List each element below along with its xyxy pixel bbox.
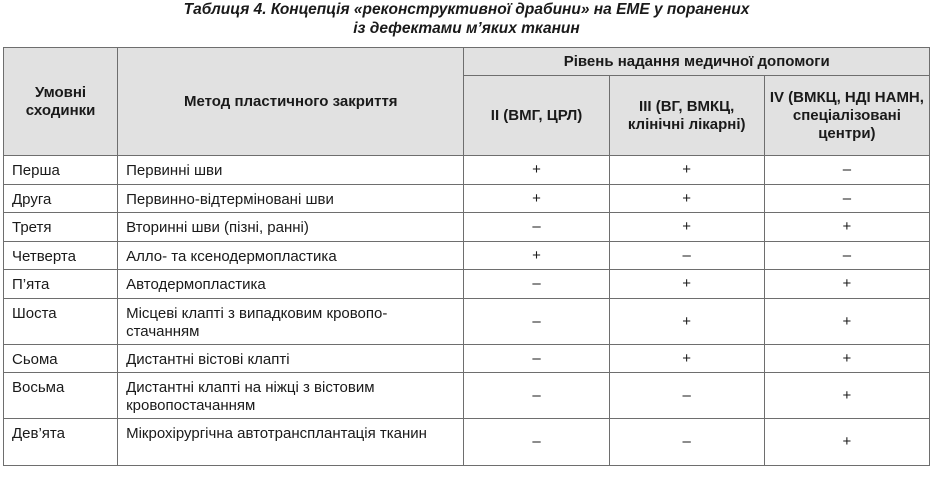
header-level-2: II (ВМГ, ЦРЛ): [464, 76, 609, 156]
table-row: [4, 213, 930, 242]
row-step: Перша: [4, 156, 118, 185]
row-step: Шоста: [4, 299, 118, 345]
row-method: Алло- та ксенодермопластика: [118, 242, 464, 270]
row-mark-level-4: +: [764, 345, 929, 373]
table-row: [4, 419, 930, 466]
table-row: [4, 242, 930, 270]
header-level-3: III (ВГ, ВМКЦ, клінічні лікарні): [609, 76, 764, 156]
row-method: Місцеві клапті з випадковим кровопо-стачанням: [118, 299, 464, 345]
table-row: [4, 270, 930, 299]
row-mark-level-2: +: [464, 242, 609, 270]
row-mark-level-2: –: [464, 299, 609, 345]
row-mark-level-4: –: [764, 156, 929, 185]
row-mark-level-2: –: [464, 419, 609, 466]
row-method: Вторинні шви (пізні, ранні): [118, 213, 464, 242]
table-body: [4, 156, 930, 466]
header-level-4: IV (ВМКЦ, НДІ НАМН, спеціалізовані центри): [764, 76, 929, 156]
row-step: Друга: [4, 185, 118, 213]
row-step: Восьма: [4, 373, 118, 419]
row-mark-level-2: –: [464, 373, 609, 419]
table-row: [4, 299, 930, 345]
table-caption: [0, 0, 933, 38]
row-step: Сьома: [4, 345, 118, 373]
row-mark-level-4: +: [764, 270, 929, 299]
row-mark-level-4: –: [764, 242, 929, 270]
row-mark-level-4: +: [764, 213, 929, 242]
reconstructive-ladder-table: [3, 47, 930, 466]
row-mark-level-3: +: [609, 270, 764, 299]
row-mark-level-3: –: [609, 373, 764, 419]
table-row: [4, 373, 930, 419]
caption-line-2: із дефектами м’яких тканин: [353, 20, 580, 37]
row-mark-level-2: –: [464, 345, 609, 373]
row-mark-level-3: –: [609, 419, 764, 466]
row-method: Дистантні вістові клапті: [118, 345, 464, 373]
table-row: [4, 345, 930, 373]
row-method: Мікрохірургічна автотрансплантація тканин: [118, 419, 464, 466]
row-mark-level-2: –: [464, 213, 609, 242]
row-mark-level-4: +: [764, 373, 929, 419]
header-step: Умовні сходинки: [4, 48, 118, 156]
row-method: Первинно-відтерміновані шви: [118, 185, 464, 213]
row-mark-level-3: +: [609, 156, 764, 185]
row-mark-level-4: –: [764, 185, 929, 213]
row-method: Первинні шви: [118, 156, 464, 185]
caption-line-1: Таблиця 4. Концепція «реконструктивної драбини» на ЕМЕ у поранених: [183, 1, 750, 18]
row-mark-level-3: +: [609, 185, 764, 213]
row-mark-level-4: +: [764, 299, 929, 345]
row-mark-level-2: +: [464, 185, 609, 213]
row-step: Четверта: [4, 242, 118, 270]
row-mark-level-4: +: [764, 419, 929, 466]
row-mark-level-3: –: [609, 242, 764, 270]
row-mark-level-3: +: [609, 345, 764, 373]
row-mark-level-2: +: [464, 156, 609, 185]
row-method: Дистантні клапті на ніжці з вістовим кровопостачанням: [118, 373, 464, 419]
row-step: П’ята: [4, 270, 118, 299]
table-row: [4, 185, 930, 213]
row-method: Автодермопластика: [118, 270, 464, 299]
row-step: Третя: [4, 213, 118, 242]
row-mark-level-3: +: [609, 213, 764, 242]
header-care-level: Рівень надання медичної допомоги: [464, 48, 930, 76]
row-mark-level-2: –: [464, 270, 609, 299]
header-method: Метод пластичного закриття: [118, 48, 464, 156]
row-mark-level-3: +: [609, 299, 764, 345]
table-row: [4, 156, 930, 185]
row-step: Дев’ята: [4, 419, 118, 466]
